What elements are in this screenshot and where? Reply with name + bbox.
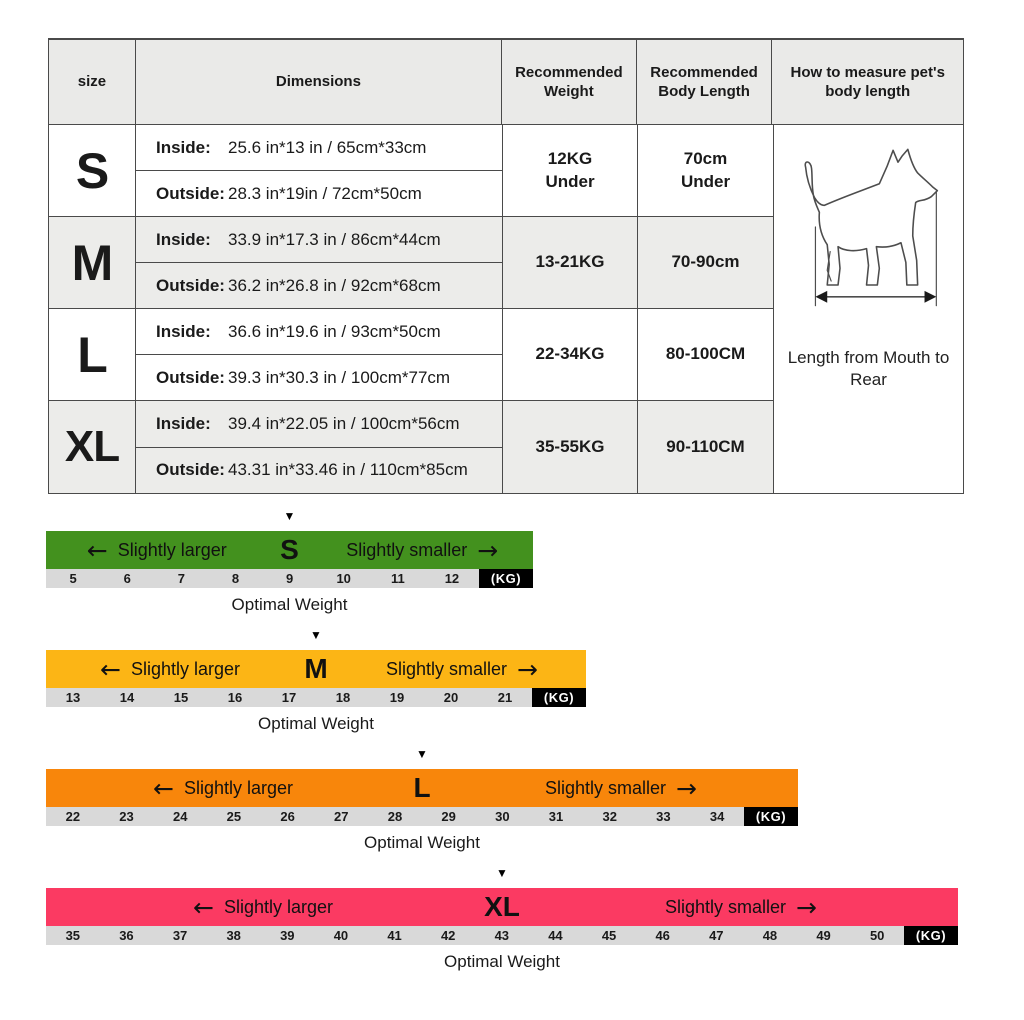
table-header-row [49, 40, 963, 125]
scale-number: 48 [762, 928, 778, 943]
scale-numbers [46, 807, 744, 826]
slightly-smaller-zone [338, 654, 586, 684]
body-length-line: 80-100CM [665, 344, 746, 364]
scale-number: 46 [655, 928, 670, 943]
scale-number: 49 [816, 928, 831, 943]
body-length-cell-l [638, 309, 774, 400]
size-label-m: M [49, 217, 136, 308]
header-size: size [49, 40, 136, 124]
outside-dimension-xl [136, 448, 502, 494]
scale-number: 29 [441, 809, 456, 824]
scale-number: 33 [656, 809, 671, 824]
kg-unit-badge: (KG) [744, 807, 798, 826]
scale-number: 6 [123, 571, 131, 586]
outside-dimension-m [136, 263, 502, 308]
optimal-weight-caption: Optimal Weight [444, 952, 560, 971]
scale-number: 50 [869, 928, 885, 943]
arrow-left-icon: ← [153, 773, 174, 803]
scale-number: 36 [119, 928, 134, 943]
table-rows [49, 125, 774, 493]
weight-cell-l [503, 309, 638, 400]
scale-number: 24 [172, 809, 188, 824]
scale-number: 15 [173, 690, 189, 705]
optimal-weight-caption: Optimal Weight [258, 714, 374, 733]
scale-number: 17 [281, 690, 297, 705]
scale-number: 44 [548, 928, 563, 943]
size-label-xl: XL [49, 401, 136, 493]
scale-number: 47 [709, 928, 724, 943]
inside-dimension-l [136, 309, 502, 355]
size-label-l: L [49, 309, 136, 400]
outside-label: Outside: [156, 275, 225, 295]
slightly-smaller-label: Slightly smaller [545, 777, 667, 798]
arrow-right-icon: → [796, 892, 817, 922]
measure-caption: Length from Mouth to Rear [787, 348, 950, 390]
weight-cell-xl [503, 401, 638, 493]
scale-number: 28 [387, 809, 403, 824]
header-recommended-body-length: Recommended Body Length [637, 40, 773, 124]
scale-number: 32 [602, 809, 617, 824]
outside-label: Outside: [156, 460, 225, 480]
scale-number: 20 [443, 690, 459, 705]
kg-number-strip [46, 926, 958, 945]
scale-bar-m [46, 650, 586, 688]
scale-number: 10 [336, 571, 351, 586]
weight-line: 22-34KG [535, 344, 605, 364]
inside-label: Inside: [156, 229, 211, 249]
body-length-line: Under [680, 171, 731, 191]
slightly-larger-label: Slightly larger [130, 658, 240, 679]
slightly-larger-zone [46, 535, 268, 565]
scale-number: 18 [335, 690, 351, 705]
scale-number: 21 [497, 690, 513, 705]
weight-scale-m [46, 628, 586, 734]
body-length-cell-xl [638, 401, 774, 493]
inside-label: Inside: [156, 321, 211, 341]
table-row-m [49, 217, 774, 309]
body-length-cell-m [638, 217, 774, 308]
slightly-larger-label: Slightly larger [223, 896, 333, 917]
inside-dimension-xl [136, 401, 502, 448]
dimensions-cell-l [136, 309, 503, 400]
inside-dimension-s [136, 125, 502, 171]
scale-size-letter: S [280, 534, 299, 565]
inside-value: 36.6 in*19.6 in / 93cm*50cm [228, 321, 441, 341]
weight-scale-l [46, 747, 798, 853]
arrow-left-icon: ← [100, 654, 121, 684]
kg-unit-badge: (KG) [479, 569, 533, 588]
inside-label: Inside: [156, 137, 211, 157]
scale-number: 5 [69, 571, 77, 586]
slightly-smaller-zone [524, 892, 958, 922]
table-row-s [49, 125, 774, 217]
kg-unit-badge: (KG) [904, 926, 958, 945]
weight-scale-xl [46, 866, 958, 972]
marker-triangle-icon: ▼ [283, 509, 296, 523]
size-chart-table [48, 38, 964, 494]
optimal-weight-caption: Optimal Weight [231, 595, 348, 614]
marker-triangle-icon: ▼ [496, 866, 508, 880]
body-length-cell-s [638, 125, 774, 216]
weight-line: Under [545, 171, 595, 191]
slightly-smaller-label: Slightly smaller [386, 658, 508, 679]
scale-number: 37 [172, 928, 188, 943]
weight-scale-s [46, 509, 533, 615]
header-recommended-weight: Recommended Weight [502, 40, 637, 124]
slightly-smaller-zone [312, 535, 534, 565]
scale-number: 34 [709, 809, 725, 824]
kg-number-strip [46, 688, 586, 707]
header-how-to-measure: How to measure pet's body length [790, 63, 945, 100]
scale-number: 12 [444, 571, 460, 586]
slightly-larger-label: Slightly larger [183, 777, 293, 798]
slightly-larger-zone [46, 773, 400, 803]
slightly-larger-label: Slightly larger [117, 539, 227, 560]
how-to-measure-cell [774, 125, 963, 493]
slightly-smaller-zone [444, 773, 798, 803]
scale-number: 45 [601, 928, 617, 943]
scale-number: 9 [285, 571, 294, 586]
scale-number: 7 [177, 571, 185, 586]
inside-label: Inside: [156, 413, 211, 433]
kg-number-strip [46, 569, 533, 588]
kg-number-strip [46, 807, 798, 826]
scale-bar-xl [46, 888, 958, 926]
scale-number: 22 [65, 809, 81, 824]
outside-value: 28.3 in*19in / 72cm*50cm [228, 183, 422, 203]
scale-number: 35 [65, 928, 81, 943]
slightly-larger-zone [46, 892, 480, 922]
scale-number: 8 [231, 571, 240, 586]
inside-value: 25.6 in*13 in / 65cm*33cm [228, 137, 427, 157]
dog-outline-illustration [783, 139, 955, 317]
optimal-weight-caption: Optimal Weight [364, 833, 480, 852]
scale-numbers [46, 569, 479, 588]
weight-line: 12KG [547, 148, 593, 168]
scale-number: 41 [387, 928, 402, 943]
scale-number: 40 [333, 928, 349, 943]
table-row-xl [49, 401, 774, 493]
scale-number: 13 [65, 690, 81, 705]
inside-value: 33.9 in*17.3 in / 86cm*44cm [228, 229, 441, 249]
arrow-left-icon: ← [86, 535, 108, 565]
table-body [49, 125, 963, 493]
kg-unit-badge: (KG) [532, 688, 586, 707]
scale-number: 26 [280, 809, 295, 824]
scale-number: 23 [119, 809, 134, 824]
optimal-weight-scales [46, 509, 1024, 972]
scale-size-letter: L [413, 772, 431, 803]
scale-number: 14 [119, 690, 135, 705]
header-dimensions: Dimensions [136, 40, 502, 124]
scale-number: 43 [494, 928, 510, 943]
outside-label: Outside: [156, 367, 225, 387]
slightly-smaller-label: Slightly smaller [346, 539, 468, 560]
outside-dimension-s [136, 171, 502, 216]
marker-triangle-icon: ▼ [310, 628, 322, 642]
scale-bar-l [46, 769, 798, 807]
outside-label: Outside: [156, 183, 225, 203]
marker-triangle-icon: ▼ [416, 747, 428, 761]
scale-size-letter: XL [484, 891, 520, 922]
size-label-s: S [49, 125, 136, 216]
scale-size-letter: M [304, 653, 328, 684]
outside-value: 36.2 in*26.8 in / 92cm*68cm [228, 275, 441, 295]
body-length-line: 90-110CM [666, 436, 745, 456]
table-row-l [49, 309, 774, 401]
dimensions-cell-xl [136, 401, 503, 493]
slightly-larger-zone [46, 654, 294, 684]
arrow-right-icon: → [477, 535, 499, 565]
scale-number: 42 [440, 928, 456, 943]
weight-cell-s [503, 125, 638, 216]
scale-number: 16 [227, 690, 243, 705]
dimensions-cell-m [136, 217, 503, 308]
dimensions-cell-s [136, 125, 503, 216]
scale-number: 38 [226, 928, 241, 943]
outside-dimension-l [136, 355, 502, 400]
weight-cell-m [503, 217, 638, 308]
outside-value: 39.3 in*30.3 in / 100cm*77cm [228, 367, 451, 387]
scale-numbers [46, 688, 532, 707]
scale-number: 39 [280, 928, 295, 943]
body-length-line: 70-90cm [671, 252, 740, 272]
scale-numbers [46, 926, 904, 945]
slightly-smaller-label: Slightly smaller [665, 896, 787, 917]
scale-number: 19 [389, 690, 405, 705]
outside-value: 43.31 in*33.46 in / 110cm*85cm [228, 460, 468, 480]
scale-number: 27 [334, 809, 349, 824]
arrow-right-icon: → [676, 773, 697, 803]
scale-number: 25 [226, 809, 242, 824]
scale-number: 30 [495, 809, 510, 824]
scale-number: 31 [548, 809, 564, 824]
arrow-left-icon: ← [193, 892, 214, 922]
arrow-right-icon: → [517, 654, 538, 684]
weight-line: 13-21KG [535, 252, 605, 272]
weight-line: 35-55KG [535, 436, 605, 456]
inside-dimension-m [136, 217, 502, 263]
scale-number: 11 [390, 571, 405, 586]
body-length-line: 70cm [683, 148, 728, 168]
inside-value: 39.4 in*22.05 in / 100cm*56cm [228, 413, 460, 433]
scale-bar-s [46, 531, 533, 569]
